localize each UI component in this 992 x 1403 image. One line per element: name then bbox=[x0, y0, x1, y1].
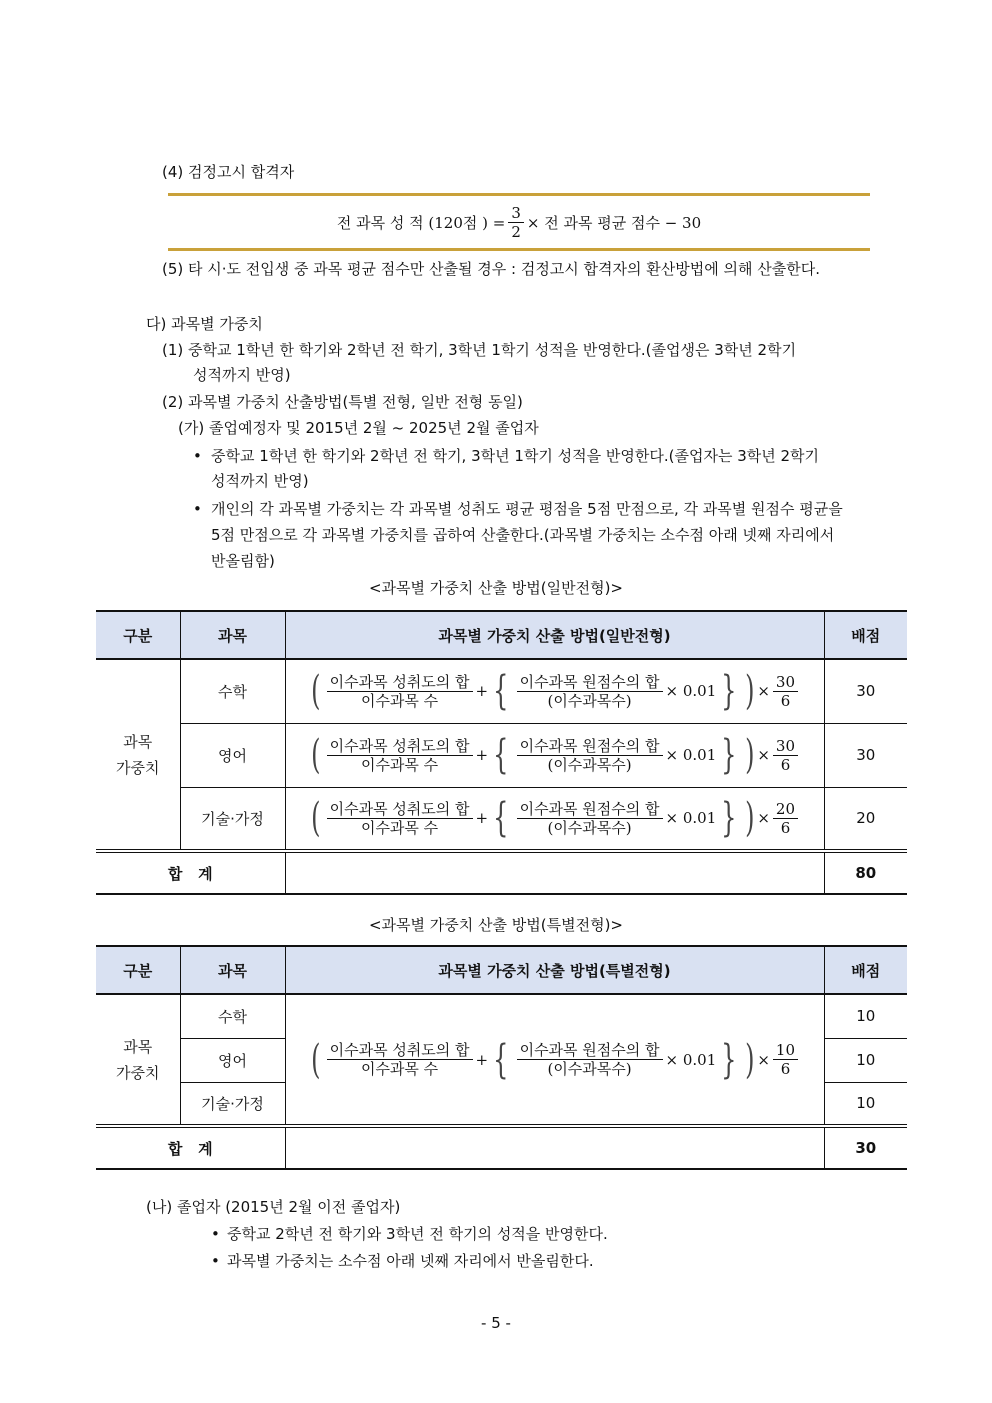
raw-score-sum: 이수과목 원점수의 합 bbox=[517, 673, 663, 692]
na-bullet1: 중학교 2학년 전 학기와 3학년 전 학기의 성적을 반영한다. bbox=[227, 1225, 608, 1243]
subject-cell: 영어 bbox=[180, 1038, 285, 1082]
bullet-dot: • bbox=[193, 500, 202, 518]
header-score: 배점 bbox=[824, 946, 907, 994]
item1-line1: (1) 중학교 1학년 한 학기와 2학년 전 학기, 3학년 1학기 성적을 반영한다.(졸업생은 3학년 2학기 bbox=[162, 341, 797, 359]
weight-formula: ( $\frac{\text{이수과목 성취도의 합}}{\text{이수과목 수}}$ + { $\frac{\text{이수과목 원점수의 합}}{\text{(이수과목수)}}$ × 0.01 } ) × $\frac{10}{6}$ bbox=[308, 1040, 801, 1080]
subject-count: 이수과목 수 bbox=[360, 755, 439, 774]
plus-sign: + bbox=[475, 682, 489, 701]
formula-top-rule bbox=[168, 193, 870, 196]
score-cell: 10 bbox=[824, 1082, 907, 1126]
subject-cell: 수학 bbox=[180, 994, 285, 1038]
formula-cell bbox=[285, 787, 824, 851]
raw-score-sum: 이수과목 원점수의 합 bbox=[517, 737, 663, 756]
na-bullet2: 과목별 가중치는 소수점 아래 넷째 자리에서 반올림한다. bbox=[227, 1252, 594, 1270]
formula-cell bbox=[285, 994, 824, 1126]
score-cell: 10 bbox=[824, 1038, 907, 1082]
section-4-label: (4) 검정고시 합격자 bbox=[162, 163, 295, 181]
group-label-line1: 과목 bbox=[123, 1037, 153, 1056]
group-label-line2: 가중치 bbox=[116, 758, 160, 777]
total-label: 합 계 bbox=[96, 851, 285, 894]
weight-denominator: 6 bbox=[780, 755, 791, 774]
achievement-sum: 이수과목 성취도의 합 bbox=[327, 800, 473, 819]
table-row bbox=[96, 659, 907, 723]
coefficient: × 0.01 bbox=[665, 682, 717, 701]
times-sign: × bbox=[757, 809, 770, 828]
bullet-dot: • bbox=[211, 1252, 220, 1270]
weight-numerator: 30 bbox=[773, 737, 798, 756]
group-label bbox=[96, 994, 180, 1126]
coefficient: × 0.01 bbox=[665, 1050, 717, 1069]
weight-formula: ( $\frac{\text{이수과목 성취도의 합}}{\text{이수과목 수}}$ + { $\frac{\text{이수과목 원점수의 합}}{\text{(이수과목수)}}$ × 0.01 } ) × $\frac{20}{6}$ bbox=[308, 798, 801, 838]
group-label bbox=[96, 659, 180, 851]
subject-count-paren: (이수과목수) bbox=[547, 1060, 632, 1078]
formula-fraction bbox=[508, 204, 524, 241]
raw-score-sum: 이수과목 원점수의 합 bbox=[517, 800, 663, 819]
subject-cell: 영어 bbox=[180, 723, 285, 787]
subject-count-paren: (이수과목수) bbox=[547, 818, 632, 837]
subject-count-paren: (이수과목수) bbox=[547, 691, 632, 710]
group-label-line2: 가중치 bbox=[116, 1063, 160, 1082]
bullet-dot: • bbox=[211, 1225, 220, 1243]
weight-table-general bbox=[96, 610, 907, 895]
total-score: 80 bbox=[824, 851, 907, 894]
coefficient: × 0.01 bbox=[665, 746, 717, 764]
bullet2-line1: 개인의 각 과목별 가중치는 각 과목별 성취도 평균 평점을 5점 만점으로, 각 과목별 원점수 평균을 bbox=[211, 500, 843, 518]
total-empty-cell bbox=[285, 1126, 824, 1169]
formula-bottom-rule bbox=[168, 248, 870, 251]
table-general-caption: <과목별 가중치 산출 방법(일반전형)> bbox=[368, 579, 623, 597]
plus-sign: + bbox=[475, 1050, 489, 1069]
header-score: 배점 bbox=[824, 611, 907, 659]
table-special-caption: <과목별 가중치 산출 방법(특별전형)> bbox=[368, 916, 623, 934]
weight-denominator: 6 bbox=[780, 691, 791, 710]
table-row bbox=[96, 723, 907, 787]
formula-cell bbox=[285, 659, 824, 723]
header-subject: 과목 bbox=[180, 611, 285, 659]
plus-sign: + bbox=[475, 746, 489, 764]
times-sign: × bbox=[757, 746, 770, 764]
formula-lhs: 전 과목 성 적 (120점 ) = bbox=[336, 213, 506, 232]
weight-denominator: 6 bbox=[780, 818, 791, 837]
bullet-dot: • bbox=[193, 447, 202, 465]
fraction-denominator: 2 bbox=[511, 222, 521, 241]
total-row bbox=[96, 1126, 907, 1169]
total-row bbox=[96, 851, 907, 894]
weight-numerator: 20 bbox=[773, 800, 798, 819]
subject-count: 이수과목 수 bbox=[360, 691, 439, 710]
score-cell: 10 bbox=[824, 994, 907, 1038]
weight-formula: ( $\frac{\text{이수과목 성취도의 합}}{\text{이수과목 수}}$ + { $\frac{\text{이수과목 원점수의 합}}{\text{(이수과목수)}}$ × 0.01 } ) × $\frac{30}{6}$ bbox=[308, 671, 801, 711]
total-score: 30 bbox=[824, 1126, 907, 1169]
weight-denominator: 6 bbox=[780, 1060, 791, 1078]
achievement-sum: 이수과목 성취도의 합 bbox=[327, 737, 473, 756]
total-empty-cell bbox=[285, 851, 824, 894]
section-5-label: (5) 타 시·도 전입생 중 과목 평균 점수만 산출될 경우 : 검정고시 합격자의 환산방법에 의해 산출한다. bbox=[162, 260, 820, 278]
table-row bbox=[96, 787, 907, 851]
section-na-title: (나) 졸업자 (2015년 2월 이전 졸업자) bbox=[146, 1198, 401, 1216]
bullet2-line3: 반올림함) bbox=[211, 552, 275, 570]
table-row bbox=[96, 994, 907, 1038]
achievement-sum: 이수과목 성취도의 합 bbox=[327, 1041, 473, 1060]
bullet1-line1: 중학교 1학년 한 학기와 2학년 전 학기, 3학년 1학기 성적을 반영한다.(졸업자는 3학년 2학기 bbox=[211, 447, 820, 465]
score-cell: 30 bbox=[824, 659, 907, 723]
bullet2-line2: 5점 만점으로 각 과목별 가중치를 곱하여 산출한다.(과목별 가중치는 소수점 아래 넷째 자리에서 bbox=[211, 526, 835, 544]
sub-ga-label: (가) 졸업예정자 및 2015년 2월 ~ 2025년 2월 졸업자 bbox=[178, 419, 539, 437]
score-cell: 20 bbox=[824, 787, 907, 851]
ged-formula bbox=[168, 198, 870, 246]
table-header-row bbox=[96, 946, 907, 994]
bullet1-line2: 성적까지 반영) bbox=[211, 472, 309, 490]
header-method: 과목별 가중치 산출 방법(일반전형) bbox=[285, 611, 824, 659]
subject-count: 이수과목 수 bbox=[360, 818, 439, 837]
coefficient: × 0.01 bbox=[665, 809, 717, 828]
achievement-sum: 이수과목 성취도의 합 bbox=[327, 673, 473, 692]
header-category: 구분 bbox=[96, 946, 180, 994]
header-category: 구분 bbox=[96, 611, 180, 659]
weight-numerator: 10 bbox=[773, 1041, 798, 1060]
item1-line2: 성적까지 반영) bbox=[193, 366, 291, 384]
subject-cell: 기술·가정 bbox=[180, 787, 285, 851]
plus-sign: + bbox=[475, 809, 489, 828]
formula-rhs: × 전 과목 평균 점수 − 30 bbox=[526, 213, 702, 232]
subject-count-paren: (이수과목수) bbox=[547, 755, 632, 774]
weight-formula: ( $\frac{\text{이수과목 성취도의 합}}{\text{이수과목 수}}$ + { $\frac{\text{이수과목 원점수의 합}}{\text{(이수과목수)}}$ × 0.01 } ) × $\frac{30}{6}$ bbox=[308, 735, 801, 775]
item2-label: (2) 과목별 가중치 산출방법(특별 전형, 일반 전형 동일) bbox=[162, 393, 523, 411]
section-d-title: 다) 과목별 가중치 bbox=[146, 315, 263, 333]
subject-count: 이수과목 수 bbox=[360, 1060, 439, 1078]
weight-numerator: 30 bbox=[773, 673, 798, 692]
total-label: 합 계 bbox=[96, 1126, 285, 1169]
page-number: - 5 - bbox=[481, 1314, 511, 1332]
score-cell: 30 bbox=[824, 723, 907, 787]
raw-score-sum: 이수과목 원점수의 합 bbox=[517, 1041, 663, 1060]
group-label-line1: 과목 bbox=[123, 732, 153, 751]
times-sign: × bbox=[757, 682, 770, 701]
header-method: 과목별 가중치 산출 방법(특별전형) bbox=[285, 946, 824, 994]
table-header-row bbox=[96, 611, 907, 659]
subject-cell: 수학 bbox=[180, 659, 285, 723]
header-subject: 과목 bbox=[180, 946, 285, 994]
fraction-numerator: 3 bbox=[508, 204, 524, 223]
subject-cell: 기술·가정 bbox=[180, 1082, 285, 1126]
formula-cell bbox=[285, 723, 824, 787]
weight-table-special bbox=[96, 945, 907, 1170]
times-sign: × bbox=[757, 1050, 770, 1069]
